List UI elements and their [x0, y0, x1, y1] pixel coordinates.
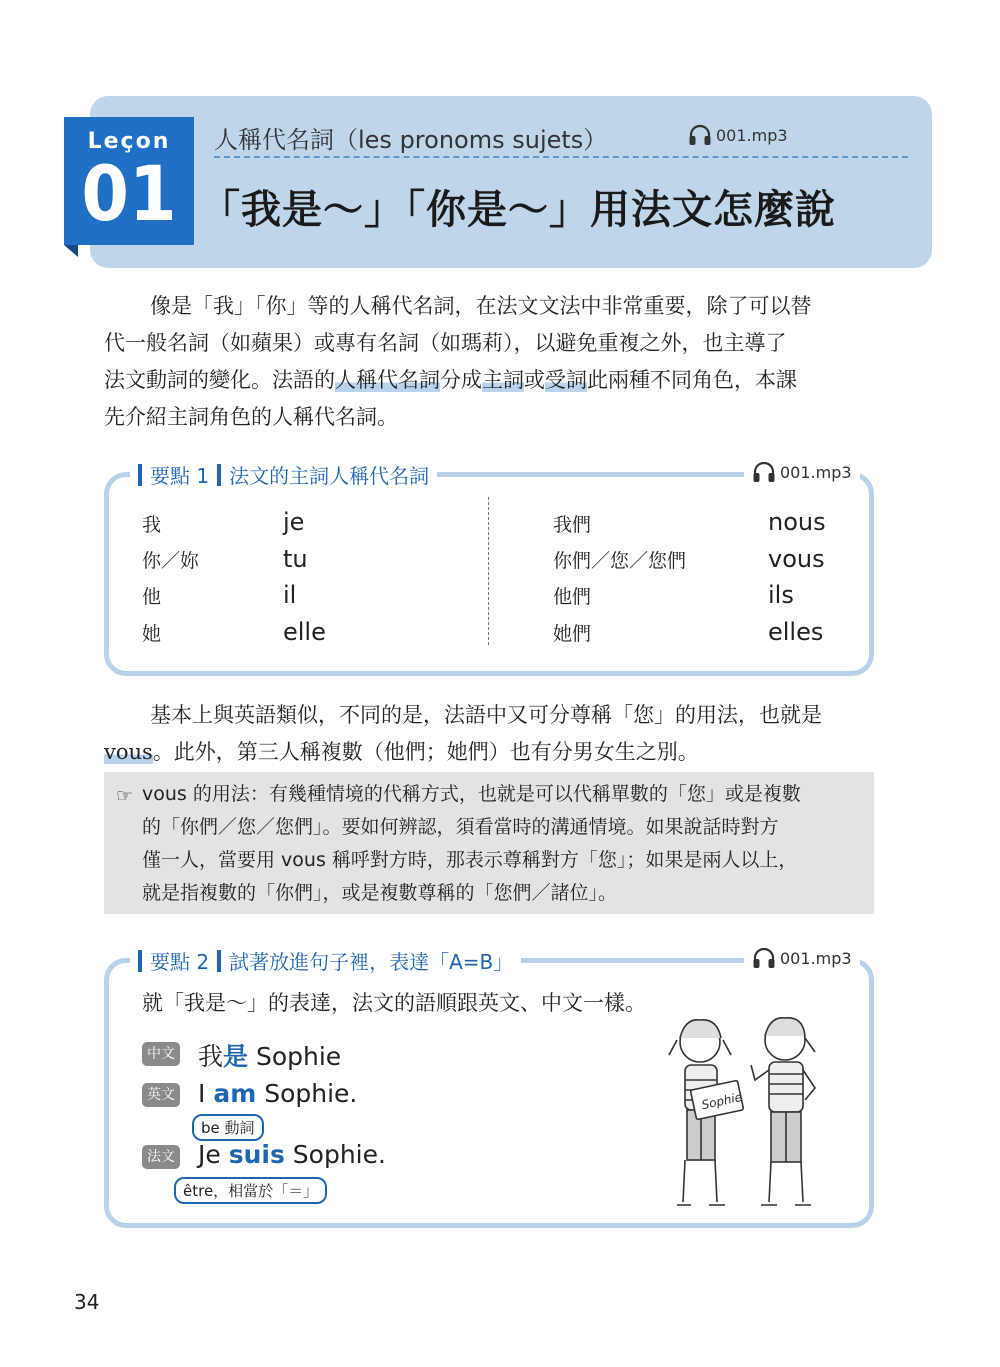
- example-post: Sophie.: [284, 1140, 386, 1169]
- point2-audio[interactable]: [744, 947, 860, 969]
- example-post: Sophie: [248, 1042, 342, 1071]
- column-divider: [488, 497, 489, 645]
- lesson-badge: [64, 117, 194, 245]
- point2-label: 要點 2: [150, 950, 210, 974]
- highlight-object: 受詞: [545, 368, 587, 392]
- pronoun-fr: tu: [283, 545, 308, 573]
- pointing-hand-icon: ☞: [116, 785, 134, 807]
- point1-title: 法文的主詞人稱代名詞: [229, 464, 430, 488]
- point2-heading: [130, 946, 521, 975]
- note-line-2: 的「你們／您／您們」。要如何辨認，須看當時的溝通情境。如果說話時對方: [142, 816, 779, 838]
- pronoun-fr: nous: [768, 508, 826, 536]
- point2-bar-left: [138, 950, 142, 972]
- point1-label: 要點 1: [150, 464, 210, 488]
- pronoun-fr: il: [283, 581, 297, 609]
- header-audio-label: 001.mp3: [716, 125, 788, 145]
- example-pre: I: [198, 1079, 214, 1108]
- lang-tag-english: 英文: [142, 1083, 180, 1107]
- pronoun-fr: elle: [283, 618, 326, 646]
- pronoun-fr: elles: [768, 618, 824, 646]
- example-pre: 我: [198, 1042, 224, 1071]
- point2-audio-label: 001.mp3: [780, 948, 852, 968]
- example-english: [198, 1079, 357, 1108]
- intro-line-3-b: 分成: [440, 368, 482, 392]
- intro-line-4: 先介紹主詞角色的人稱代名詞。: [104, 405, 398, 429]
- lesson-badge-fold: [64, 245, 78, 257]
- be-verb-bubble: be 動詞: [192, 1114, 264, 1141]
- intro-line-3: [104, 362, 876, 399]
- example-chinese: [198, 1037, 341, 1073]
- point1-bar-right: [217, 464, 221, 486]
- point2-title: 試著放進句子裡，表達「A=B」: [229, 950, 514, 974]
- pronoun-zh: 你們／您／您們: [553, 550, 687, 572]
- page-number: 34: [74, 1290, 100, 1314]
- point1-audio-label: 001.mp3: [780, 462, 852, 482]
- vous-note: [104, 772, 874, 914]
- pronoun-zh: 他們: [553, 586, 592, 608]
- intro-line-1: 像是「我」「你」等的人稱代名詞，在法文文法中非常重要，除了可以替: [150, 294, 812, 318]
- pronoun-fr: ils: [768, 581, 794, 609]
- lang-tag-chinese: 中文: [142, 1042, 180, 1066]
- point1-heading: [130, 460, 437, 489]
- highlight-subject: 主詞: [482, 368, 524, 392]
- point1-box: [104, 472, 874, 676]
- headphones-icon: [688, 124, 712, 146]
- pronoun-zh: 我: [142, 514, 162, 536]
- example-french: [198, 1140, 386, 1169]
- point1-audio[interactable]: [744, 461, 860, 483]
- middle-line-1: 基本上與英語類似，不同的是，法語中又可分尊稱「您」的用法，也就是: [150, 703, 822, 727]
- intro-line-3-c: 或: [524, 368, 545, 392]
- point2-lead: 就「我是～」的表達，法文的語順跟英文、中文一樣。: [142, 991, 646, 1015]
- lesson-subtitle: 人稱代名詞（les pronoms sujets）: [214, 126, 608, 154]
- headphones-icon: [752, 947, 776, 969]
- middle-line-2-rest: 。此外，第三人稱複數（他們；她們）也有分男女生之別。: [152, 740, 699, 764]
- example-verb: 是: [223, 1042, 249, 1071]
- header-audio[interactable]: [688, 124, 788, 146]
- intro-line-3-a: 法文動詞的變化。法語的: [104, 368, 335, 392]
- pronoun-fr: vous: [768, 545, 825, 573]
- pronoun-zh: 她: [142, 623, 162, 645]
- example-verb: suis: [228, 1140, 285, 1169]
- highlight-pronoun: 人稱代名詞: [335, 368, 440, 392]
- pronoun-fr: je: [283, 508, 305, 536]
- lesson-title: 「我是～」「你是～」用法文怎麼說: [200, 187, 836, 233]
- middle-line-2: [104, 734, 876, 771]
- lesson-word: Leçon: [87, 129, 171, 154]
- point2-bar-right: [217, 950, 221, 972]
- etre-bubble: être，相當於「＝」: [174, 1177, 327, 1204]
- intro-line-2: 代一般名詞（如蘋果）或專有名詞（如瑪莉），以避免重複之外，也主導了: [104, 331, 787, 355]
- lesson-number: 01: [81, 149, 177, 238]
- note-line-1: vous 的用法：有幾種情境的代稱方式，也就是可以代稱單數的「您」或是複數: [142, 783, 801, 805]
- point1-bar-left: [138, 464, 142, 486]
- middle-paragraph: [104, 697, 876, 771]
- two-girls-illustration: [655, 1010, 835, 1215]
- pronoun-zh: 她們: [553, 623, 592, 645]
- lang-tag-french: 法文: [142, 1145, 180, 1169]
- intro-paragraph: [104, 288, 876, 436]
- example-pre: Je: [198, 1140, 229, 1169]
- example-verb: am: [213, 1079, 257, 1108]
- note-line-3: 僅一人，當要用 vous 稱呼對方時，那表示尊稱對方「您」；如果是兩人以上，: [142, 849, 798, 871]
- intro-line-3-d: 此兩種不同角色，本課: [587, 368, 797, 392]
- pronoun-zh: 你／妳: [142, 550, 200, 572]
- pronoun-zh: 他: [142, 586, 162, 608]
- highlight-vous: vous: [104, 740, 153, 764]
- example-post: Sophie.: [256, 1079, 358, 1108]
- headphones-icon: [752, 461, 776, 483]
- note-line-4: 就是指複數的「你們」，或是複數尊稱的「您們／諸位」。: [142, 882, 618, 904]
- pronoun-zh: 我們: [553, 514, 592, 536]
- header-divider: [214, 156, 908, 158]
- sign-text: Sophie: [700, 1089, 744, 1113]
